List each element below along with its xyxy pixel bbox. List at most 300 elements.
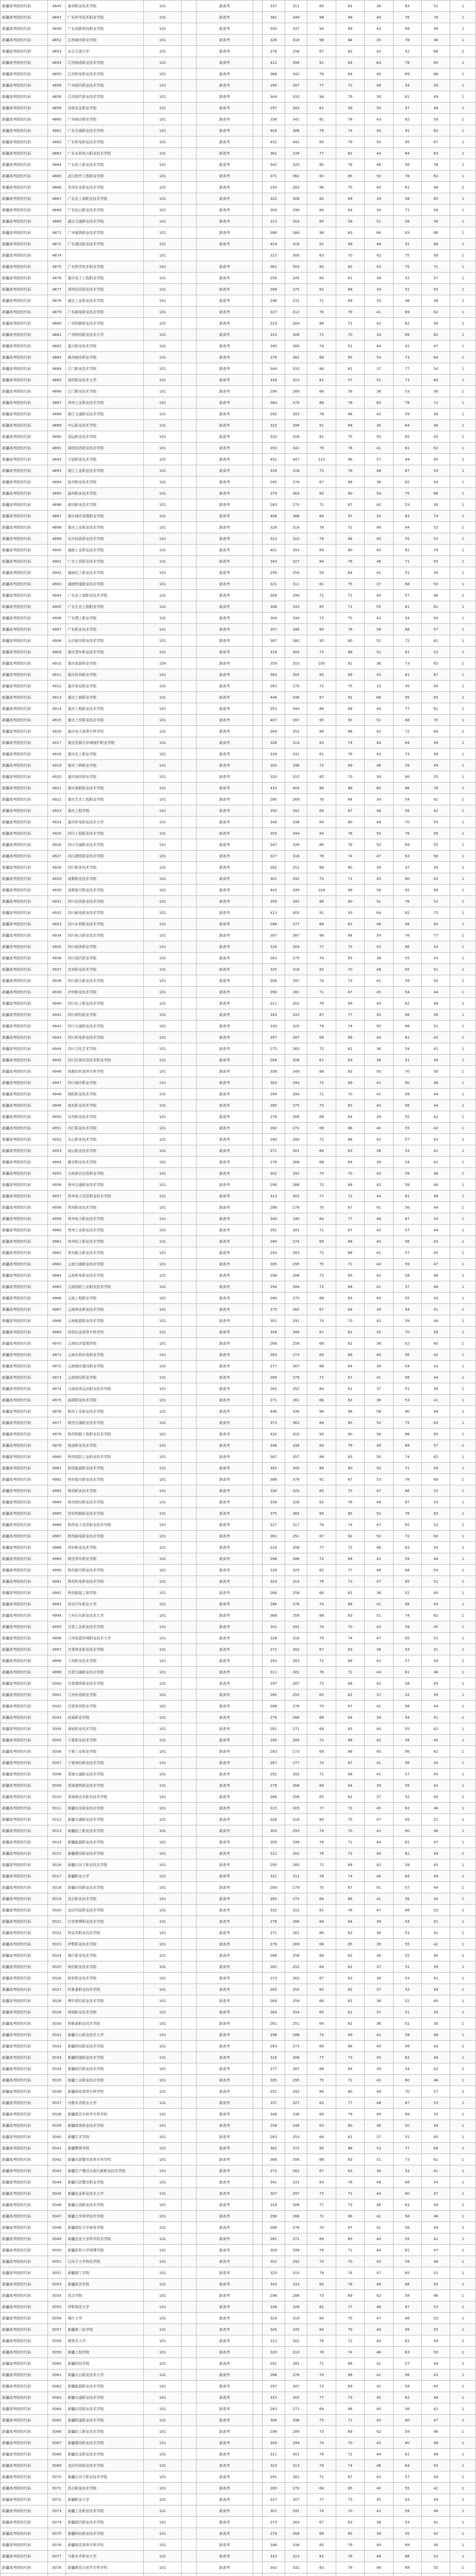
table-cell: 42 bbox=[421, 1293, 450, 1304]
table-row bbox=[1, 1, 476, 12]
table-cell: 101 bbox=[144, 1293, 182, 1304]
table-cell: 青海柴达木职业技术学院 bbox=[66, 1791, 144, 1803]
table-cell: 75 bbox=[393, 250, 421, 261]
table-cell bbox=[182, 1134, 196, 1145]
table-cell: 66 bbox=[393, 1905, 421, 1916]
table-cell bbox=[182, 2211, 196, 2222]
table-row bbox=[1, 1803, 476, 1814]
table-cell: 陕西能源职业技术学院 bbox=[66, 1463, 144, 1474]
table-cell: 75 bbox=[307, 2075, 336, 2086]
table-row bbox=[1, 420, 476, 431]
table-cell: 101 bbox=[144, 1905, 182, 1916]
table-cell: 72 bbox=[393, 1531, 421, 1542]
table-cell: 4965 bbox=[47, 1281, 65, 1293]
table-cell bbox=[253, 635, 262, 647]
table-cell bbox=[253, 499, 262, 511]
table-row bbox=[1, 1236, 476, 1247]
table-cell bbox=[182, 1825, 196, 1837]
table-cell: 69 bbox=[307, 2233, 336, 2245]
table-cell: 280 bbox=[285, 1134, 307, 1145]
table-cell: 101 bbox=[144, 987, 182, 998]
table-cell: 84 bbox=[307, 2324, 336, 2335]
table-cell: 101 bbox=[144, 2199, 182, 2211]
table-cell: 新高考 bbox=[196, 1066, 253, 1077]
table-cell: 101 bbox=[144, 341, 182, 352]
table-cell bbox=[182, 522, 196, 533]
table-cell: 357 bbox=[285, 1451, 307, 1463]
table-cell: 1 bbox=[450, 1565, 476, 1576]
table-cell: 55 bbox=[421, 2109, 450, 2120]
table-cell: 新高考 bbox=[196, 1315, 253, 1327]
table-cell: 1 bbox=[450, 182, 476, 193]
table-cell: 1 bbox=[450, 567, 476, 579]
table-cell: 4983 bbox=[47, 1485, 65, 1497]
table-cell: 316 bbox=[285, 431, 307, 443]
table-cell bbox=[253, 805, 262, 817]
table-cell: 104 bbox=[144, 658, 182, 669]
table-cell: 4858 bbox=[47, 91, 65, 103]
table-cell: 新高考 bbox=[196, 57, 253, 69]
table-row bbox=[1, 2154, 476, 2165]
table-cell: 新高考 bbox=[196, 1576, 253, 1587]
table-cell: 1 bbox=[450, 1927, 476, 1939]
table-cell bbox=[253, 692, 262, 703]
table-cell: 439 bbox=[285, 885, 307, 896]
table-cell: 346 bbox=[262, 2109, 285, 2120]
table-cell: 75 bbox=[336, 2313, 364, 2324]
table-cell: 4912 bbox=[47, 681, 65, 692]
table-cell: 74 bbox=[336, 1633, 364, 1644]
table-cell: 91 bbox=[393, 125, 421, 137]
table-cell: 96 bbox=[336, 454, 364, 465]
table-cell bbox=[253, 420, 262, 431]
table-cell: 1 bbox=[450, 2075, 476, 2086]
table-cell: 4907 bbox=[47, 624, 65, 635]
table-cell: 320 bbox=[262, 2347, 285, 2358]
table-cell: 4864 bbox=[47, 159, 65, 171]
table-cell: 43 bbox=[421, 1757, 450, 1769]
table-cell bbox=[253, 171, 262, 182]
table-cell: 4985 bbox=[47, 1508, 65, 1519]
table-cell: 1 bbox=[450, 1202, 476, 1213]
table-cell: 新高考 bbox=[196, 216, 253, 227]
table-row bbox=[1, 159, 476, 171]
table-cell: 40 bbox=[365, 1100, 393, 1111]
table-cell: 279 bbox=[285, 1882, 307, 1893]
table-cell: 62 bbox=[421, 307, 450, 318]
table-cell: 新高考 bbox=[196, 2165, 253, 2177]
table-cell: 79 bbox=[307, 443, 336, 454]
table-cell: 83 bbox=[307, 2562, 336, 2573]
table-cell: 255 bbox=[285, 1689, 307, 1701]
table-cell: 351 bbox=[285, 1531, 307, 1542]
table-cell: 新疆高考院校代码 bbox=[1, 1111, 48, 1123]
table-cell: 云南能源职业技术学院 bbox=[66, 1315, 144, 1327]
table-cell: 292 bbox=[262, 1769, 285, 1780]
table-cell: 52 bbox=[421, 1519, 450, 1531]
table-cell: 5017 bbox=[47, 1871, 65, 1882]
table-cell: 5022 bbox=[47, 1927, 65, 1939]
table-cell: 新高考 bbox=[196, 80, 253, 91]
table-cell: 1 bbox=[450, 2165, 476, 2177]
table-cell: 336 bbox=[262, 1497, 285, 1508]
table-cell: 448 bbox=[262, 692, 285, 703]
table-cell: 兰州职业技术学院 bbox=[66, 1655, 144, 1667]
table-cell: 新疆天山职业技术大学 bbox=[66, 2029, 144, 2041]
table-cell: 294 bbox=[262, 1089, 285, 1100]
table-cell: 72 bbox=[307, 1655, 336, 1667]
table-cell: 62 bbox=[336, 919, 364, 930]
table-cell: 新疆高考院校代码 bbox=[1, 1837, 48, 1848]
table-cell: 297 bbox=[262, 1032, 285, 1043]
table-cell: 新高考 bbox=[196, 420, 253, 431]
table-cell: 44 bbox=[421, 1655, 450, 1667]
table-cell: 46 bbox=[421, 2290, 450, 2301]
table-cell: 1 bbox=[450, 2494, 476, 2505]
table-cell: 288 bbox=[285, 2029, 307, 2041]
table-cell: 重庆青年职业技术学院 bbox=[66, 647, 144, 658]
table-cell: 新疆高考院校代码 bbox=[1, 2528, 48, 2539]
table-cell: 80 bbox=[307, 273, 336, 284]
table-cell: 73 bbox=[307, 2381, 336, 2392]
table-cell: 447 bbox=[285, 454, 307, 465]
table-row bbox=[1, 2449, 476, 2460]
table-cell: 39 bbox=[421, 2120, 450, 2131]
table-cell: 41 bbox=[365, 1372, 393, 1383]
table-cell: 44 bbox=[421, 987, 450, 998]
table-cell: 85 bbox=[307, 216, 336, 227]
table-cell: 贵州航天职业技术学院 bbox=[66, 1247, 144, 1259]
table-cell: 42 bbox=[421, 805, 450, 817]
table-cell: 宁夏工业职业学院 bbox=[66, 1746, 144, 1757]
table-cell: 新高考 bbox=[196, 647, 253, 658]
table-cell: 333 bbox=[285, 363, 307, 375]
table-cell: 甘肃财贸职业学院 bbox=[66, 1701, 144, 1712]
table-cell: 286 bbox=[285, 1179, 307, 1191]
table-cell bbox=[182, 987, 196, 998]
table-cell: 4938 bbox=[47, 975, 65, 987]
table-cell: 75 bbox=[307, 2188, 336, 2199]
table-cell: 66 bbox=[393, 1021, 421, 1032]
table-cell: 新高考 bbox=[196, 91, 253, 103]
table-cell: 4939 bbox=[47, 987, 65, 998]
table-cell: 新疆高考院校代码 bbox=[1, 227, 48, 239]
table-cell: 4968 bbox=[47, 1315, 65, 1327]
table-cell: 101 bbox=[144, 2075, 182, 2086]
table-cell: 75 bbox=[336, 1485, 364, 1497]
table-cell: 294 bbox=[262, 1281, 285, 1293]
table-cell: 48 bbox=[421, 1077, 450, 1089]
table-cell bbox=[182, 318, 196, 329]
table-cell: 1 bbox=[450, 1848, 476, 1859]
table-cell: 251 bbox=[285, 2018, 307, 2029]
table-cell: 61 bbox=[336, 1961, 364, 1973]
table-cell: 1 bbox=[450, 681, 476, 692]
table-cell: 4993 bbox=[47, 1599, 65, 1610]
table-cell: 1 bbox=[450, 159, 476, 171]
table-cell: 新疆高考院校代码 bbox=[1, 760, 48, 771]
table-cell: 326 bbox=[262, 35, 285, 46]
table-cell: 44 bbox=[365, 1837, 393, 1848]
table-cell: 304 bbox=[262, 2437, 285, 2449]
table-cell: 297 bbox=[262, 2381, 285, 2392]
table-cell bbox=[182, 1429, 196, 1440]
table-cell: 53 bbox=[421, 2301, 450, 2313]
table-cell: 101 bbox=[144, 1497, 182, 1508]
table-cell: 301 bbox=[285, 1667, 307, 1678]
table-cell: 61 bbox=[393, 601, 421, 613]
table-cell: 68 bbox=[307, 1916, 336, 1927]
table-cell: 1 bbox=[450, 1440, 476, 1451]
table-cell: 新疆高考院校代码 bbox=[1, 1304, 48, 1315]
table-cell: 314 bbox=[285, 522, 307, 533]
table-cell bbox=[182, 69, 196, 80]
table-cell bbox=[253, 2018, 262, 2029]
table-row bbox=[1, 2018, 476, 2029]
table-cell: 292 bbox=[285, 873, 307, 885]
table-cell bbox=[253, 794, 262, 805]
table-cell: 黄冈职业技术学院 bbox=[66, 499, 144, 511]
table-cell bbox=[253, 397, 262, 409]
table-cell: 新高考 bbox=[196, 114, 253, 125]
table-cell: 58 bbox=[393, 2211, 421, 2222]
table-cell: 新高考 bbox=[196, 2562, 253, 2573]
table-cell: 104 bbox=[307, 885, 336, 896]
table-cell: 361 bbox=[262, 1531, 285, 1542]
table-cell: 云南经济管理学院 bbox=[66, 1338, 144, 1349]
table-cell: 70 bbox=[307, 1701, 336, 1712]
table-cell: 273 bbox=[262, 2517, 285, 2528]
table-cell: 54 bbox=[393, 1157, 421, 1168]
table-cell: 4913 bbox=[47, 692, 65, 703]
table-cell bbox=[253, 2256, 262, 2267]
table-cell: 356 bbox=[285, 2154, 307, 2165]
table-cell: 1 bbox=[450, 125, 476, 137]
table-cell: 61 bbox=[336, 2131, 364, 2143]
table-cell: 1 bbox=[450, 477, 476, 488]
table-row bbox=[1, 1281, 476, 1293]
table-cell: 72 bbox=[307, 1553, 336, 1565]
table-cell: 新疆高考院校代码 bbox=[1, 1497, 48, 1508]
table-cell: 68 bbox=[307, 1157, 336, 1168]
table-cell: 新高考 bbox=[196, 2437, 253, 2449]
table-cell: 新疆师范高等专科学校 bbox=[66, 2086, 144, 2097]
table-cell: 1 bbox=[450, 1474, 476, 1485]
table-cell: 新高考 bbox=[196, 1950, 253, 1961]
table-cell: 76 bbox=[307, 2245, 336, 2256]
table-cell: 72 bbox=[336, 1667, 364, 1678]
table-row bbox=[1, 2290, 476, 2301]
table-cell: 新高考 bbox=[196, 896, 253, 907]
table-cell: 四川文化艺术学院 bbox=[66, 1043, 144, 1055]
table-cell: 86 bbox=[393, 783, 421, 794]
table-cell bbox=[182, 1893, 196, 1905]
table-cell bbox=[182, 1803, 196, 1814]
table-cell: 新疆高考院校代码 bbox=[1, 1723, 48, 1735]
table-cell: 231 bbox=[285, 295, 307, 307]
table-cell: 60 bbox=[393, 1825, 421, 1837]
table-cell: 72 bbox=[336, 1191, 364, 1202]
table-cell: 101 bbox=[144, 46, 182, 57]
table-cell: 97 bbox=[307, 692, 336, 703]
table-cell: 新高考 bbox=[196, 1157, 253, 1168]
table-row bbox=[1, 817, 476, 828]
table-cell: 5059 bbox=[47, 2347, 65, 2358]
table-cell: 新高考 bbox=[196, 545, 253, 556]
table-cell: 96 bbox=[307, 35, 336, 46]
table-cell: 新高考 bbox=[196, 69, 253, 80]
table-cell bbox=[253, 1043, 262, 1055]
table-cell bbox=[182, 941, 196, 953]
table-cell: 新疆高考院校代码 bbox=[1, 1565, 48, 1576]
table-cell: 46 bbox=[365, 760, 393, 771]
table-cell bbox=[182, 1406, 196, 1417]
table-cell: 55 bbox=[393, 1939, 421, 1950]
table-cell: 新疆高考院校代码 bbox=[1, 715, 48, 726]
table-cell bbox=[182, 1247, 196, 1259]
table-cell: 76 bbox=[393, 1508, 421, 1519]
table-cell bbox=[253, 1780, 262, 1791]
table-cell: 76 bbox=[307, 2335, 336, 2347]
table-cell: 262 bbox=[262, 862, 285, 873]
table-cell: 281 bbox=[285, 2471, 307, 2483]
table-cell: 1 bbox=[450, 1383, 476, 1395]
table-cell: 352 bbox=[285, 726, 307, 737]
table-cell: 新疆高考院校代码 bbox=[1, 182, 48, 193]
table-cell: 新高考 bbox=[196, 1995, 253, 2007]
table-cell: 50 bbox=[365, 1451, 393, 1463]
table-cell: 新疆现代职业技术学院 bbox=[66, 2517, 144, 2528]
table-cell bbox=[253, 2324, 262, 2335]
table-cell: 新疆警察学院 bbox=[66, 2143, 144, 2154]
table-cell: 316 bbox=[262, 941, 285, 953]
table-cell: 53 bbox=[393, 499, 421, 511]
table-cell: 101 bbox=[144, 1984, 182, 1995]
table-row bbox=[1, 749, 476, 760]
table-cell: 328 bbox=[262, 1814, 285, 1825]
table-cell: 56 bbox=[393, 2041, 421, 2052]
table-cell: 乌鲁木齐职业大学 bbox=[66, 2097, 144, 2109]
table-cell: 长沙航空职业技术学院 bbox=[66, 635, 144, 647]
table-cell: 新高考 bbox=[196, 567, 253, 579]
table-cell: 4987 bbox=[47, 1531, 65, 1542]
table-row bbox=[1, 1406, 476, 1417]
table-cell: 271 bbox=[285, 2233, 307, 2245]
table-cell: 101 bbox=[144, 1701, 182, 1712]
table-cell bbox=[253, 2392, 262, 2403]
table-cell: 4944 bbox=[47, 1043, 65, 1055]
table-row bbox=[1, 239, 476, 250]
table-cell: 71 bbox=[336, 1837, 364, 1848]
table-cell: 270 bbox=[285, 1293, 307, 1304]
table-row bbox=[1, 488, 476, 499]
table-cell: 59 bbox=[393, 1621, 421, 1633]
table-cell: 64 bbox=[365, 57, 393, 69]
table-cell: 101 bbox=[144, 1678, 182, 1689]
table-cell: 40 bbox=[365, 533, 393, 545]
table-cell: 新疆师范高等专科学校 bbox=[66, 2539, 144, 2551]
table-cell: 266 bbox=[285, 1157, 307, 1168]
table-cell: 301 bbox=[262, 873, 285, 885]
table-cell: 101 bbox=[144, 1859, 182, 1871]
table-cell: 新疆高考院校代码 bbox=[1, 953, 48, 964]
table-cell: 1 bbox=[450, 1644, 476, 1655]
table-cell: 68 bbox=[336, 284, 364, 295]
table-cell: 62 bbox=[393, 318, 421, 329]
table-cell: 新高考 bbox=[196, 1474, 253, 1485]
table-cell: 46 bbox=[421, 1179, 450, 1191]
table-cell: 52 bbox=[393, 1984, 421, 1995]
table-cell: 262 bbox=[285, 2165, 307, 2177]
table-row bbox=[1, 1123, 476, 1134]
table-cell: 53 bbox=[421, 2097, 450, 2109]
table-cell: 101 bbox=[144, 1939, 182, 1950]
table-cell: 101 bbox=[144, 1463, 182, 1474]
table-row bbox=[1, 953, 476, 964]
table-cell: 新疆铁道职业技术学院 bbox=[66, 2052, 144, 2063]
table-cell: 346 bbox=[285, 1327, 307, 1338]
table-cell: 新高考 bbox=[196, 2551, 253, 2562]
table-cell: 101 bbox=[144, 1451, 182, 1463]
table-cell: 1 bbox=[450, 2528, 476, 2539]
table-cell: 101 bbox=[144, 919, 182, 930]
table-cell: 98 bbox=[336, 885, 364, 896]
table-cell bbox=[182, 2449, 196, 2460]
table-cell: 新疆高考院校代码 bbox=[1, 137, 48, 148]
table-cell: 83 bbox=[336, 1610, 364, 1621]
table-cell: 新疆高考院校代码 bbox=[1, 1769, 48, 1780]
table-cell: 70 bbox=[307, 1882, 336, 1893]
table-cell: 克拉玛依职业技术学院 bbox=[66, 1905, 144, 1916]
table-cell: 74 bbox=[336, 125, 364, 137]
table-cell: 浙江交通职业技术学院 bbox=[66, 409, 144, 420]
table-cell: 新疆高考院校代码 bbox=[1, 1157, 48, 1168]
table-cell: 重庆海联职业技术学院 bbox=[66, 783, 144, 794]
table-cell bbox=[253, 273, 262, 284]
table-cell bbox=[182, 1542, 196, 1553]
table-cell: 新疆高考院校代码 bbox=[1, 2313, 48, 2324]
table-cell: 95 bbox=[307, 635, 336, 647]
table-cell: 294 bbox=[285, 1077, 307, 1089]
table-cell: 新高考 bbox=[196, 1270, 253, 1281]
table-row bbox=[1, 2256, 476, 2267]
table-cell: 新疆高考院校代码 bbox=[1, 2471, 48, 2483]
table-cell: 博尔塔拉职业技术学院 bbox=[66, 1995, 144, 2007]
table-cell: 64 bbox=[365, 907, 393, 919]
table-cell: 新疆高考院校代码 bbox=[1, 1905, 48, 1916]
table-cell: 286 bbox=[285, 2211, 307, 2222]
table-cell: 新高考 bbox=[196, 805, 253, 817]
table-cell: 325 bbox=[262, 2267, 285, 2279]
table-cell: 39 bbox=[365, 193, 393, 205]
table-cell: 新疆高考院校代码 bbox=[1, 1803, 48, 1814]
table-cell: 270 bbox=[285, 681, 307, 692]
table-cell: 1 bbox=[450, 2517, 476, 2528]
table-cell: 44 bbox=[365, 737, 393, 749]
table-cell: 56 bbox=[393, 1372, 421, 1383]
table-cell: 65 bbox=[336, 1939, 364, 1950]
table-cell: 69 bbox=[393, 69, 421, 80]
table-cell: 新高考 bbox=[196, 375, 253, 386]
table-cell: 53 bbox=[421, 1497, 450, 1508]
table-cell bbox=[182, 205, 196, 216]
table-cell: 283 bbox=[262, 953, 285, 964]
table-cell: 绵阳职业技术学院 bbox=[66, 1089, 144, 1100]
table-cell: 重庆机电职业技术大学 bbox=[66, 817, 144, 828]
table-cell: 101 bbox=[144, 1474, 182, 1485]
table-cell: 新疆高考院校代码 bbox=[1, 23, 48, 35]
table-cell: 1 bbox=[450, 771, 476, 783]
